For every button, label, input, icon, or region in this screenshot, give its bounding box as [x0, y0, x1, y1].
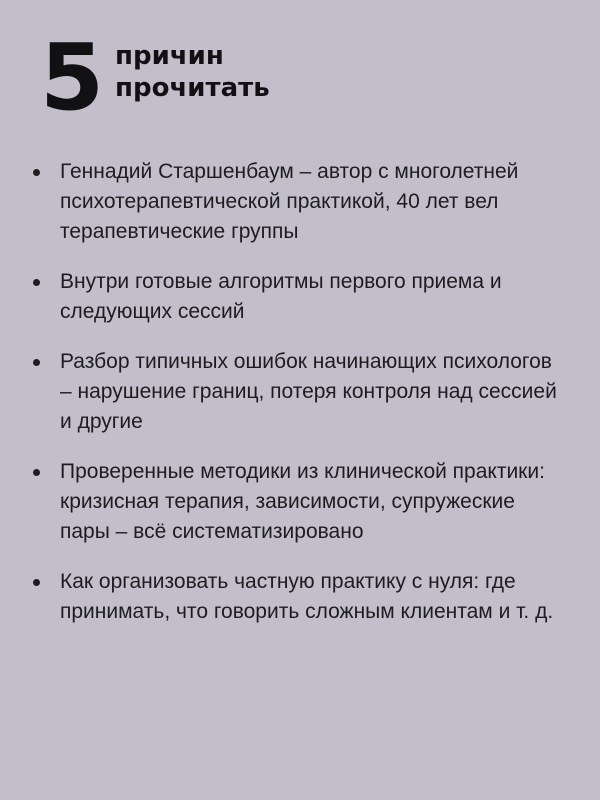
- bullet-icon: [33, 169, 40, 176]
- reason-item: [28, 567, 568, 627]
- reason-text: Геннадий Старшенбаум – автор с многолетней психотерапевтической практикой, 40 лет вел терапевтические группы: [60, 160, 519, 243]
- reason-text: Внутри готовые алгоритмы первого приема и следующих сессий: [60, 270, 502, 323]
- reason-item: [28, 157, 568, 247]
- reason-item: [28, 267, 568, 327]
- bullet-icon: [33, 279, 40, 286]
- reason-text: Разбор типичных ошибок начинающих психологов – нарушение границ, потеря контроля над сессией и другие: [60, 350, 557, 433]
- bullet-icon: [33, 469, 40, 476]
- reasons-list: [28, 157, 568, 647]
- bullet-icon: [33, 579, 40, 586]
- header-title-line-2: прочитать: [115, 73, 270, 103]
- reason-text: Как организовать частную практику с нуля: где принимать, что говорить сложным клиентам и т. д.: [60, 570, 554, 623]
- header-title: [115, 40, 270, 104]
- bullet-icon: [33, 359, 40, 366]
- header-title-line-1: причин: [115, 41, 224, 71]
- reason-item: [28, 457, 568, 547]
- reason-text: Проверенные методики из клинической практики: кризисная терапия, зависимости, супружеские пары – всё систематизировано: [60, 460, 545, 543]
- reason-item: [28, 347, 568, 437]
- big-number: 5: [40, 24, 103, 131]
